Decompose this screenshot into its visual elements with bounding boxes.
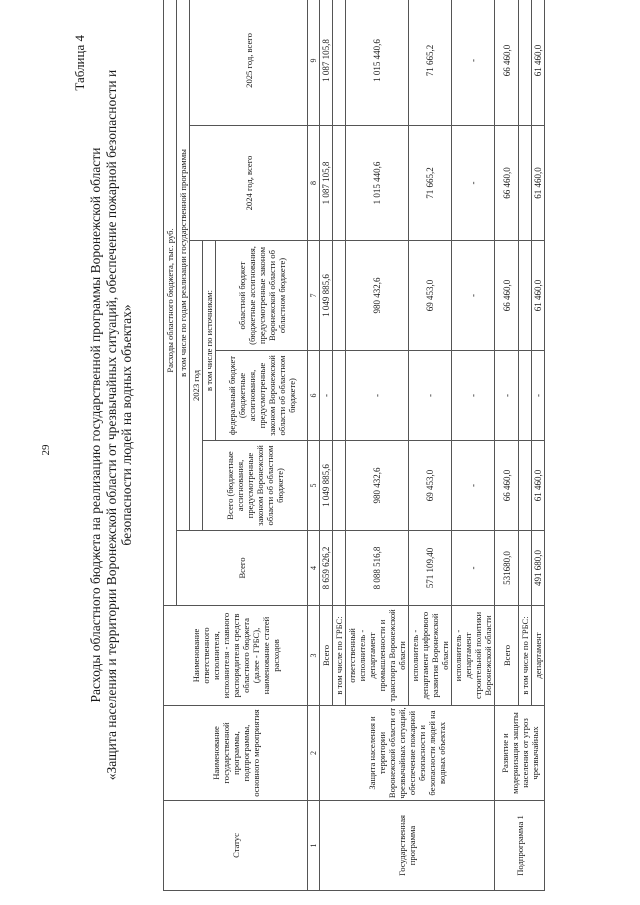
grbs-cell: в том числе по ГРБС: (519, 606, 532, 706)
value-cell: 491 680,0 (532, 531, 545, 606)
header-year-2025: 2025 год, всего (190, 0, 308, 126)
grbs-cell: Всего (320, 606, 333, 706)
program-name: Защита населения и территории Воронежской области от чрезвычайных ситуаций, обеспечение пожарной безопасности и безопасности людей на водных объектах (320, 706, 495, 801)
header-grbs: Наименование ответственного исполнителя, исполнителя - главного распорядителя средств областного бюджета (далее - ГРБС), наименование статей расходов (164, 606, 308, 706)
column-number: 2 (308, 706, 320, 801)
value-cell: 61 460,0 (532, 241, 545, 351)
value-cell: - (452, 351, 495, 441)
subprogram-name: Развитие и модернизация защиты населения от угроз чрезвычайных (495, 706, 545, 801)
table-row (320, 0, 333, 891)
grbs-cell: исполнитель - департамент цифрового развития Воронежской области (409, 606, 452, 706)
value-cell: 1 015 440,6 (346, 126, 409, 241)
grbs-cell: в том числе по ГРБС: (333, 606, 346, 706)
value-cell (519, 241, 532, 351)
value-cell: - (495, 351, 519, 441)
column-number: 1 (308, 801, 320, 891)
value-cell: - (346, 351, 409, 441)
header-by-years: в том числе по годам реализации государственной программы (177, 0, 190, 531)
header-expenses: Расходы областного бюджета, тыс. руб. (164, 0, 177, 606)
program-status: Государственная программа (320, 801, 495, 891)
value-cell: 8 088 516,8 (346, 531, 409, 606)
title-line: «Защита населения и территории Воронежской области от чрезвычайных ситуаций, обеспечение пожарной безопасности и (103, 69, 119, 781)
header-total: Всего (177, 531, 308, 606)
grbs-cell: департамент (532, 606, 545, 706)
column-number: 4 (308, 531, 320, 606)
header-federal: федеральный бюджет (бюджетные ассигнования, предусмотренные законом Воронежской области об областном бюджете) (216, 351, 308, 441)
column-number: 6 (308, 351, 320, 441)
grbs-cell: ответственный исполнитель - департамент промышленности и транспорта Воронежской области (346, 606, 409, 706)
value-cell: 1 049 885,6 (320, 241, 333, 351)
value-cell: 1 087 105,8 (320, 126, 333, 241)
column-number: 9 (308, 0, 320, 126)
value-cell: 61 460,0 (532, 126, 545, 241)
header-name: Наименование государственной программы, подпрограммы, основного мероприятия (164, 706, 308, 801)
value-cell: - (452, 531, 495, 606)
value-cell: - (452, 441, 495, 531)
value-cell: 1 049 885,6 (320, 441, 333, 531)
value-cell: 66 460,0 (495, 0, 519, 126)
column-number: 8 (308, 126, 320, 241)
value-cell: - (532, 351, 545, 441)
subprogram-status: Подпрограмма 1 (495, 801, 545, 891)
value-cell: - (452, 126, 495, 241)
value-cell (333, 351, 346, 441)
column-number: 5 (308, 441, 320, 531)
grbs-cell: Всего (495, 606, 519, 706)
table-label: Таблица 4 (72, 35, 87, 91)
value-cell (333, 441, 346, 531)
value-cell: 1 087 105,8 (320, 0, 333, 126)
value-cell: 69 453,0 (409, 441, 452, 531)
header-year-2023: 2023 год (190, 241, 203, 531)
title-line: Расходы областного бюджета на реализацию государственной программы Воронежской области (88, 147, 103, 703)
value-cell: - (452, 241, 495, 351)
header-2023-total: Всего (бюджетные ассигнования, предусмотренные законом Воронежской области об областном бюджете) (203, 441, 308, 531)
value-cell (333, 0, 346, 126)
page-number: 29 (40, 444, 52, 456)
title-line: безопасности людей на водных объектах» (119, 304, 134, 546)
column-number: 3 (308, 606, 320, 706)
value-cell: 571 109,40 (409, 531, 452, 606)
value-cell (333, 241, 346, 351)
value-cell: 66 460,0 (495, 441, 519, 531)
value-cell: 8 659 626,2 (320, 531, 333, 606)
value-cell: 1 015 440,6 (346, 0, 409, 126)
value-cell: 61 460,0 (532, 0, 545, 126)
header-year-2024: 2024 год, всего (190, 126, 308, 241)
value-cell: - (320, 351, 333, 441)
column-number: 7 (308, 241, 320, 351)
value-cell (519, 0, 532, 126)
value-cell (519, 351, 532, 441)
value-cell (333, 531, 346, 606)
value-cell: - (409, 351, 452, 441)
value-cell (333, 126, 346, 241)
value-cell: 71 665,2 (409, 0, 452, 126)
header-by-sources: в том числе по источникам: (203, 241, 216, 441)
value-cell: 980 432,6 (346, 241, 409, 351)
grbs-cell: исполнитель - департамент строительной политики Воронежской области (452, 606, 495, 706)
expenses-table (163, 0, 545, 891)
value-cell: 61 460,0 (532, 441, 545, 531)
value-cell: 66 460,0 (495, 126, 519, 241)
header-regional: областной бюджет (бюджетные ассигнования, предусмотренные законом Воронежской области об областном бюджете) (216, 241, 308, 351)
value-cell: - (452, 0, 495, 126)
value-cell: 69 453,0 (409, 241, 452, 351)
table-row (495, 0, 519, 891)
document-title (88, 15, 135, 835)
header-status: Статус (164, 801, 308, 891)
value-cell: 531680,0 (495, 531, 519, 606)
value-cell (519, 441, 532, 531)
value-cell: 980 432,6 (346, 441, 409, 531)
value-cell (519, 531, 532, 606)
value-cell: 71 665,2 (409, 126, 452, 241)
value-cell (519, 126, 532, 241)
value-cell: 66 460,0 (495, 241, 519, 351)
